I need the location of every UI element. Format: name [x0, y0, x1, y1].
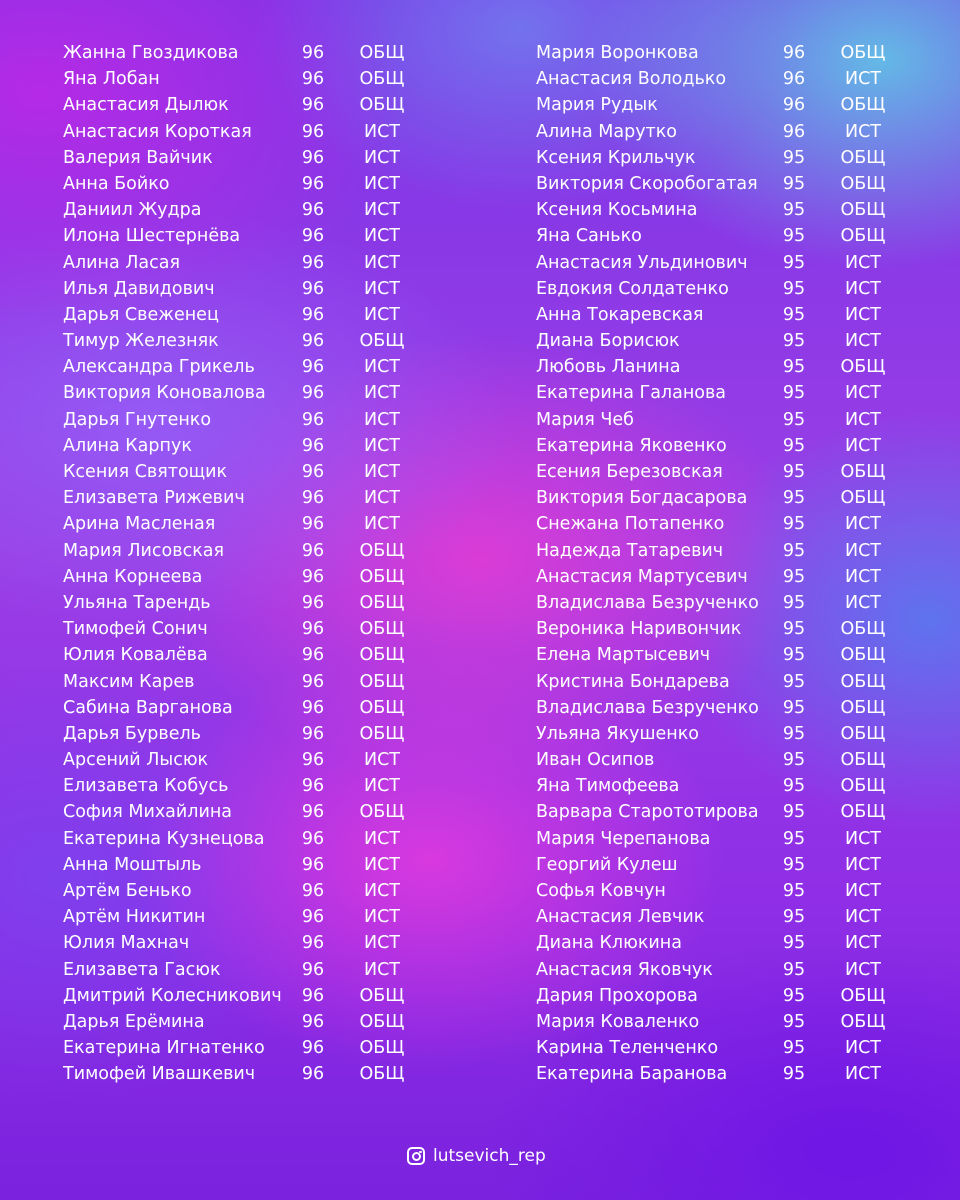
student-name: Анастасия Короткая: [63, 121, 252, 142]
student-subject: ОБЩ: [359, 69, 405, 90]
student-subject: ОБЩ: [840, 43, 886, 63]
student-name: Ульяна Тарендь: [63, 592, 211, 613]
student-subject: ОБЩ: [359, 592, 405, 613]
student-name: Елизавета Кобусь: [63, 776, 229, 797]
student-subject: ИСТ: [364, 409, 400, 430]
student-subject: ИСТ: [845, 1038, 881, 1059]
student-name: Анастасия Левчик: [536, 907, 705, 928]
student-subject: ИСТ: [364, 304, 400, 325]
student-subject: ИСТ: [364, 488, 400, 509]
student-name: Есения Березовская: [536, 462, 723, 482]
student-score: 96: [301, 226, 325, 247]
student-subject: ОБЩ: [359, 1064, 405, 1085]
student-name: Георгий Кулеш: [536, 854, 678, 875]
student-name: Яна Тимофеева: [536, 776, 680, 797]
student-name: Кристина Бондарева: [536, 671, 730, 692]
student-score: 96: [301, 985, 325, 1006]
student-subject: ИСТ: [845, 304, 881, 325]
student-score: 95: [782, 409, 806, 430]
student-name: Анастасия Мартусевич: [536, 566, 748, 587]
student-subject: ИСТ: [364, 121, 400, 142]
student-subject: ИСТ: [364, 357, 400, 378]
student-subject: ОБЩ: [359, 1038, 405, 1059]
student-subject: ИСТ: [845, 252, 881, 273]
student-score: 95: [782, 802, 806, 823]
student-score: 96: [301, 357, 325, 378]
student-subject: ИСТ: [364, 200, 400, 221]
student-score: 95: [782, 592, 806, 613]
student-subject: ИСТ: [364, 173, 400, 194]
student-subject: ОБЩ: [840, 671, 886, 692]
student-subject: ИСТ: [364, 776, 400, 797]
student-name: Мария Коваленко: [536, 1011, 700, 1032]
student-score: 96: [301, 566, 325, 587]
student-subject: ОБЩ: [840, 619, 886, 640]
student-subject: ИСТ: [845, 121, 881, 142]
student-subject: ИСТ: [364, 278, 400, 299]
student-subject: ИСТ: [845, 907, 881, 928]
student-score: 95: [782, 985, 806, 1006]
student-score: 96: [301, 147, 325, 168]
student-score: 95: [782, 252, 806, 273]
student-subject: ОБЩ: [359, 331, 405, 352]
student-score: 96: [301, 697, 325, 718]
student-subject: ОБЩ: [840, 1011, 886, 1032]
student-subject: ОБЩ: [359, 95, 405, 116]
student-name: София Михайлина: [63, 802, 233, 823]
student-score: 96: [301, 304, 325, 325]
student-score: 96: [301, 252, 325, 273]
student-name: Анна Моштыль: [63, 854, 202, 875]
student-score: 96: [301, 409, 325, 430]
student-subject: ОБЩ: [840, 776, 886, 797]
student-subject: ИСТ: [845, 278, 881, 299]
student-subject: ИСТ: [364, 907, 400, 928]
student-name: Дарья Свеженец: [63, 304, 219, 325]
student-subject: ОБЩ: [359, 645, 405, 666]
student-name: Ульяна Якушенко: [536, 723, 700, 744]
student-name: Диана Борисюк: [536, 331, 680, 352]
student-score: 96: [301, 43, 325, 63]
student-subject: ИСТ: [364, 462, 400, 482]
student-name: Екатерина Баранова: [536, 1064, 728, 1085]
student-name: Елизавета Рижевич: [63, 488, 245, 509]
student-score: 96: [301, 1011, 325, 1032]
student-name: Артём Никитин: [63, 907, 206, 928]
student-score: 96: [301, 435, 325, 456]
student-score: 95: [782, 959, 806, 980]
instagram-handle: lutsevich_rep: [433, 1146, 546, 1166]
student-name: Александра Грикель: [63, 357, 255, 378]
student-subject: ОБЩ: [359, 540, 405, 561]
student-subject: ОБЩ: [840, 462, 886, 482]
student-subject: ОБЩ: [840, 645, 886, 666]
student-name: Анастасия Володько: [536, 69, 727, 90]
student-score: 95: [782, 488, 806, 509]
student-score: 95: [782, 278, 806, 299]
student-score: 95: [782, 331, 806, 352]
footer-instagram[interactable]: [407, 1144, 546, 1168]
student-score: 95: [782, 566, 806, 587]
student-subject: ОБЩ: [840, 985, 886, 1006]
student-score: 95: [782, 540, 806, 561]
student-name: Диана Клюкина: [536, 933, 682, 954]
student-score: 95: [782, 854, 806, 875]
student-subject: ОБЩ: [840, 750, 886, 771]
student-name: Мария Лисовская: [63, 540, 225, 561]
student-name: Сабина Варганова: [63, 697, 233, 718]
student-subject: ИСТ: [364, 750, 400, 771]
student-score: 96: [301, 619, 325, 640]
student-subject: ИСТ: [845, 435, 881, 456]
student-score: 95: [782, 383, 806, 404]
student-score: 96: [301, 383, 325, 404]
student-name: Екатерина Игнатенко: [63, 1038, 265, 1059]
student-score: 95: [782, 226, 806, 247]
student-score: 96: [301, 1038, 325, 1059]
student-name: Виктория Скоробогатая: [536, 173, 758, 194]
student-score: 95: [782, 1064, 806, 1085]
student-subject: ОБЩ: [840, 200, 886, 221]
student-subject: ИСТ: [845, 69, 881, 90]
student-score: 96: [782, 69, 806, 90]
student-subject: ИСТ: [845, 592, 881, 613]
student-score: 95: [782, 671, 806, 692]
student-name: Даниил Жудра: [63, 200, 202, 221]
student-subject: ОБЩ: [840, 488, 886, 509]
student-subject: ОБЩ: [840, 697, 886, 718]
student-name: Анастасия Ульдинович: [536, 252, 748, 273]
student-score: 95: [782, 881, 806, 901]
student-score: 95: [782, 173, 806, 194]
student-score: 95: [782, 514, 806, 535]
student-name: Вероника Наривончик: [536, 619, 742, 640]
student-score: 96: [782, 43, 806, 63]
student-name: Тимур Железняк: [63, 331, 219, 352]
student-name: Валерия Вайчик: [63, 147, 213, 168]
student-name: Анастасия Яковчук: [536, 959, 713, 980]
student-score: 96: [301, 959, 325, 980]
student-subject: ОБЩ: [359, 1011, 405, 1032]
student-name: Владислава Безрученко: [536, 592, 759, 613]
student-name: Ксения Крильчук: [536, 147, 696, 168]
student-name: Екатерина Яковенко: [536, 435, 727, 456]
student-name: Екатерина Галанова: [536, 383, 727, 404]
student-name: Арсений Лысюк: [63, 750, 209, 771]
student-name: Анна Корнеева: [63, 566, 203, 587]
student-subject: ИСТ: [845, 933, 881, 954]
student-score: 95: [782, 304, 806, 325]
student-score: 95: [782, 357, 806, 378]
student-score: 96: [301, 828, 325, 849]
student-score: 95: [782, 697, 806, 718]
student-name: Ксения Святощик: [63, 462, 228, 482]
student-name: Иван Осипов: [536, 750, 655, 771]
student-name: Варвара Старототирова: [536, 802, 759, 823]
student-name: Екатерина Кузнецова: [63, 828, 265, 849]
student-subject: ИСТ: [364, 854, 400, 875]
student-name: Тимофей Сонич: [63, 619, 208, 640]
student-name: Дарья Ерёмина: [63, 1011, 205, 1032]
student-score: 96: [301, 881, 325, 901]
student-name: Владислава Безрученко: [536, 697, 759, 718]
student-subject: ИСТ: [364, 226, 400, 247]
student-score: 95: [782, 776, 806, 797]
student-subject: ОБЩ: [359, 566, 405, 587]
student-score: 96: [301, 173, 325, 194]
student-subject: ИСТ: [364, 252, 400, 273]
student-name: Жанна Гвоздикова: [63, 43, 239, 63]
student-score: 95: [782, 723, 806, 744]
student-name: Мария Чеб: [536, 409, 634, 430]
student-score: 95: [782, 1038, 806, 1059]
student-name: Тимофей Ивашкевич: [63, 1064, 256, 1085]
student-score: 96: [301, 645, 325, 666]
student-subject: ИСТ: [845, 828, 881, 849]
student-subject: ИСТ: [364, 383, 400, 404]
student-score: 95: [782, 645, 806, 666]
student-name: Анна Токаревская: [536, 304, 704, 325]
student-name: Максим Карев: [63, 671, 195, 692]
student-name: Дария Прохорова: [536, 985, 698, 1006]
student-name: Илона Шестернёва: [63, 226, 241, 247]
student-name: Дарья Гнутенко: [63, 409, 212, 430]
student-subject: ИСТ: [364, 435, 400, 456]
student-name: Анна Бойко: [63, 173, 170, 194]
student-name: Ксения Косьмина: [536, 200, 698, 221]
student-subject: ОБЩ: [359, 619, 405, 640]
student-score: 96: [782, 121, 806, 142]
student-score: 95: [782, 828, 806, 849]
student-subject: ОБЩ: [840, 147, 886, 168]
student-subject: ОБЩ: [840, 357, 886, 378]
student-score: 95: [782, 435, 806, 456]
student-name: Елизавета Гасюк: [63, 959, 221, 980]
student-name: Юлия Ковалёва: [63, 645, 208, 666]
student-score: 95: [782, 462, 806, 482]
student-name: Алина Карпук: [63, 435, 192, 456]
student-name: Любовь Ланина: [536, 357, 681, 378]
student-subject: ОБЩ: [359, 697, 405, 718]
student-subject: ИСТ: [364, 828, 400, 849]
student-name: Дмитрий Колесникович: [63, 985, 282, 1006]
student-score: 95: [782, 619, 806, 640]
student-score: 96: [301, 671, 325, 692]
student-score: 96: [301, 802, 325, 823]
student-name: Анастасия Дылюк: [63, 95, 229, 116]
student-score: 95: [782, 933, 806, 954]
student-score: 96: [301, 776, 325, 797]
student-score: 96: [301, 933, 325, 954]
student-score: 96: [301, 854, 325, 875]
student-subject: ИСТ: [364, 933, 400, 954]
student-score: 95: [782, 750, 806, 771]
student-subject: ОБЩ: [840, 173, 886, 194]
student-subject: ИСТ: [845, 959, 881, 980]
student-subject: ИСТ: [845, 881, 881, 901]
student-name: Мария Черепанова: [536, 828, 711, 849]
student-name: Виктория Богдасарова: [536, 488, 748, 509]
student-score: 96: [301, 331, 325, 352]
student-name: Алина Марутко: [536, 121, 678, 142]
student-score: 96: [301, 69, 325, 90]
student-score: 96: [782, 95, 806, 116]
student-score: 96: [301, 278, 325, 299]
student-subject: ИСТ: [845, 540, 881, 561]
student-subject: ОБЩ: [840, 802, 886, 823]
student-score: 96: [301, 592, 325, 613]
student-name: Мария Воронкова: [536, 43, 699, 63]
student-score: 95: [782, 147, 806, 168]
student-name: Виктория Коновалова: [63, 383, 266, 404]
student-name: Илья Давидович: [63, 278, 215, 299]
student-score: 96: [301, 540, 325, 561]
student-subject: ИСТ: [845, 854, 881, 875]
student-subject: ОБЩ: [359, 723, 405, 744]
student-subject: ОБЩ: [359, 43, 405, 63]
student-name: Яна Лобан: [63, 69, 160, 90]
student-subject: ОБЩ: [359, 671, 405, 692]
student-score: 95: [782, 907, 806, 928]
student-score: 96: [301, 95, 325, 116]
student-subject: ОБЩ: [840, 226, 886, 247]
student-subject: ИСТ: [845, 1064, 881, 1085]
student-score: 96: [301, 514, 325, 535]
student-subject: ИСТ: [845, 514, 881, 535]
student-subject: ИСТ: [364, 881, 400, 901]
student-name: Арина Масленая: [63, 514, 216, 535]
student-score: 96: [301, 121, 325, 142]
student-name: Надежда Татаревич: [536, 540, 724, 561]
student-score: 96: [301, 462, 325, 482]
student-name: Евдокия Солдатенко: [536, 278, 729, 299]
student-name: Дарья Бурвель: [63, 723, 201, 744]
student-subject: ИСТ: [845, 331, 881, 352]
student-subject: ИСТ: [845, 383, 881, 404]
student-score: 96: [301, 907, 325, 928]
student-score: 96: [301, 723, 325, 744]
student-name: Карина Теленченко: [536, 1038, 719, 1059]
student-name: Алина Ласая: [63, 252, 181, 273]
student-subject: ОБЩ: [359, 985, 405, 1006]
student-score: 96: [301, 1064, 325, 1085]
student-score: 96: [301, 750, 325, 771]
student-subject: ИСТ: [364, 147, 400, 168]
student-name: Софья Ковчун: [536, 881, 666, 901]
student-name: Мария Рудык: [536, 95, 658, 116]
student-score: 96: [301, 200, 325, 221]
student-subject: ИСТ: [364, 514, 400, 535]
student-score: 96: [301, 488, 325, 509]
student-score: 95: [782, 1011, 806, 1032]
student-name: Яна Санько: [536, 226, 642, 247]
student-subject: ИСТ: [364, 959, 400, 980]
student-name: Елена Мартысевич: [536, 645, 711, 666]
student-name: Артём Бенько: [63, 881, 192, 901]
instagram-icon: [407, 1147, 425, 1165]
student-subject: ОБЩ: [359, 802, 405, 823]
student-subject: ОБЩ: [840, 95, 886, 116]
student-score: 95: [782, 200, 806, 221]
student-subject: ИСТ: [845, 409, 881, 430]
student-name: Юлия Махнач: [63, 933, 190, 954]
student-name: Снежана Потапенко: [536, 514, 725, 535]
student-subject: ИСТ: [845, 566, 881, 587]
student-subject: ОБЩ: [840, 723, 886, 744]
